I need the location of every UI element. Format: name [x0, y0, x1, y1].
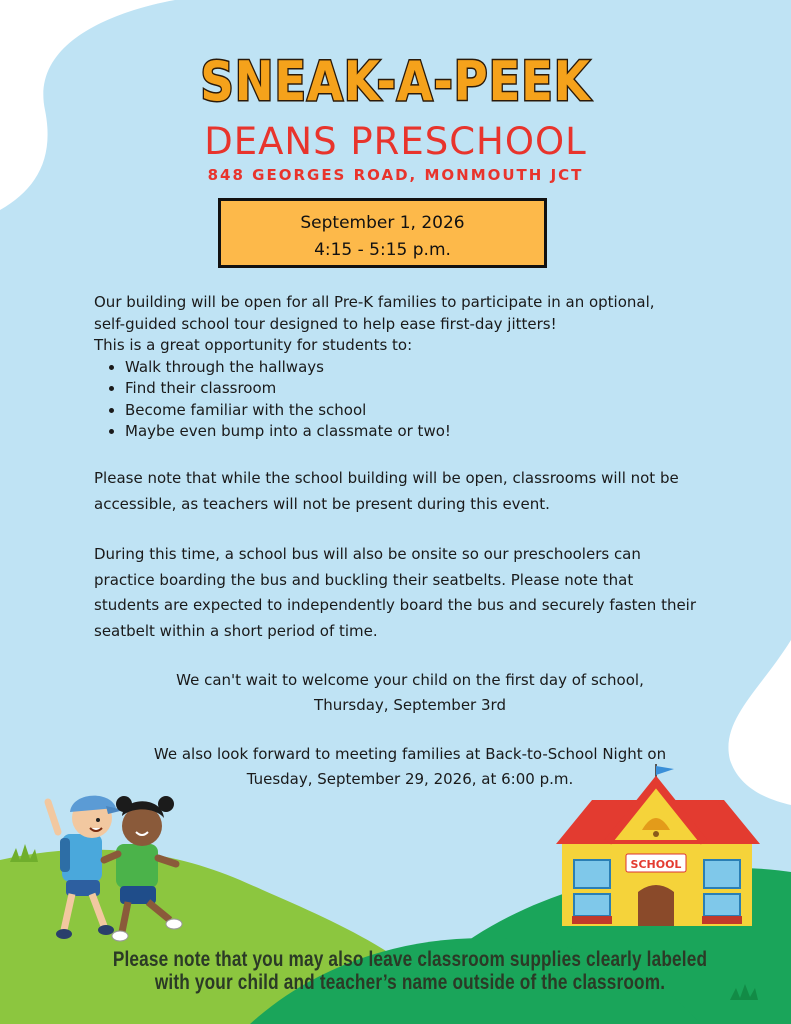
bus-paragraph: [94, 542, 734, 644]
paragraph-line: We also look forward to meeting families at Back-to-School Night on: [153, 745, 667, 763]
list-item: • Become familiar with the school: [125, 400, 734, 422]
boy-figure: [48, 796, 124, 939]
list-item: • Maybe even bump into a classmate or two!: [125, 421, 734, 443]
date-box: [218, 198, 547, 268]
paragraph-line: practice boarding the bus and buckling their seatbelts. Please note that: [94, 570, 634, 589]
school-name: DEANS PRESCHOOL: [204, 120, 587, 163]
welcome-paragraph: [0, 668, 791, 718]
list-item: • Walk through the hallways: [125, 357, 734, 379]
schoolhouse-illustration: [552, 760, 762, 930]
event-title: SNEAK-A-PEEK: [200, 50, 591, 113]
kids-illustration: [40, 782, 200, 952]
event-time: 4:15 - 5:15 p.m.: [314, 240, 451, 260]
footer-line: Please note that you may also leave classroom supplies clearly labeled: [112, 948, 708, 971]
intro-line: self-guided school tour designed to help ease first-day jitters!: [94, 314, 557, 333]
paragraph-line: students are expected to independently board the bus and securely fasten their: [94, 596, 697, 614]
intro-line: This is a great opportunity for students to:: [94, 336, 413, 354]
classroom-note-paragraph: [94, 466, 734, 517]
paragraph-line: Please note that while the school building will be open, classrooms will not be: [94, 469, 679, 487]
school-address: 848 GEORGES ROAD, MONMOUTH JCT: [207, 166, 584, 184]
event-date: September 1, 2026: [300, 213, 465, 233]
activity-list: [94, 357, 734, 443]
intro-line: Our building will be open for all Pre-K families to participate in an optional,: [94, 293, 655, 311]
footer-line: with your child and teacher’s name outside of the classroom.: [154, 971, 666, 994]
paragraph-line: seatbelt within a short period of time.: [94, 621, 378, 640]
paragraph-line: We can't wait to welcome your child on the first day of school,: [176, 671, 644, 689]
footer-note: [74, 948, 746, 994]
school-sign-text: SCHOOL: [630, 858, 682, 871]
intro-paragraph: [94, 292, 734, 443]
girl-figure: [104, 796, 182, 941]
paragraph-line: Tuesday, September 29, 2026, at 6:00 p.m.: [246, 770, 574, 788]
paragraph-line: Thursday, September 3rd: [314, 696, 506, 714]
paragraph-line: During this time, a school bus will also be onsite so our preschoolers can: [94, 545, 641, 563]
paragraph-line: accessible, as teachers will not be present during this event.: [94, 494, 550, 513]
list-item: • Find their classroom: [125, 378, 734, 400]
